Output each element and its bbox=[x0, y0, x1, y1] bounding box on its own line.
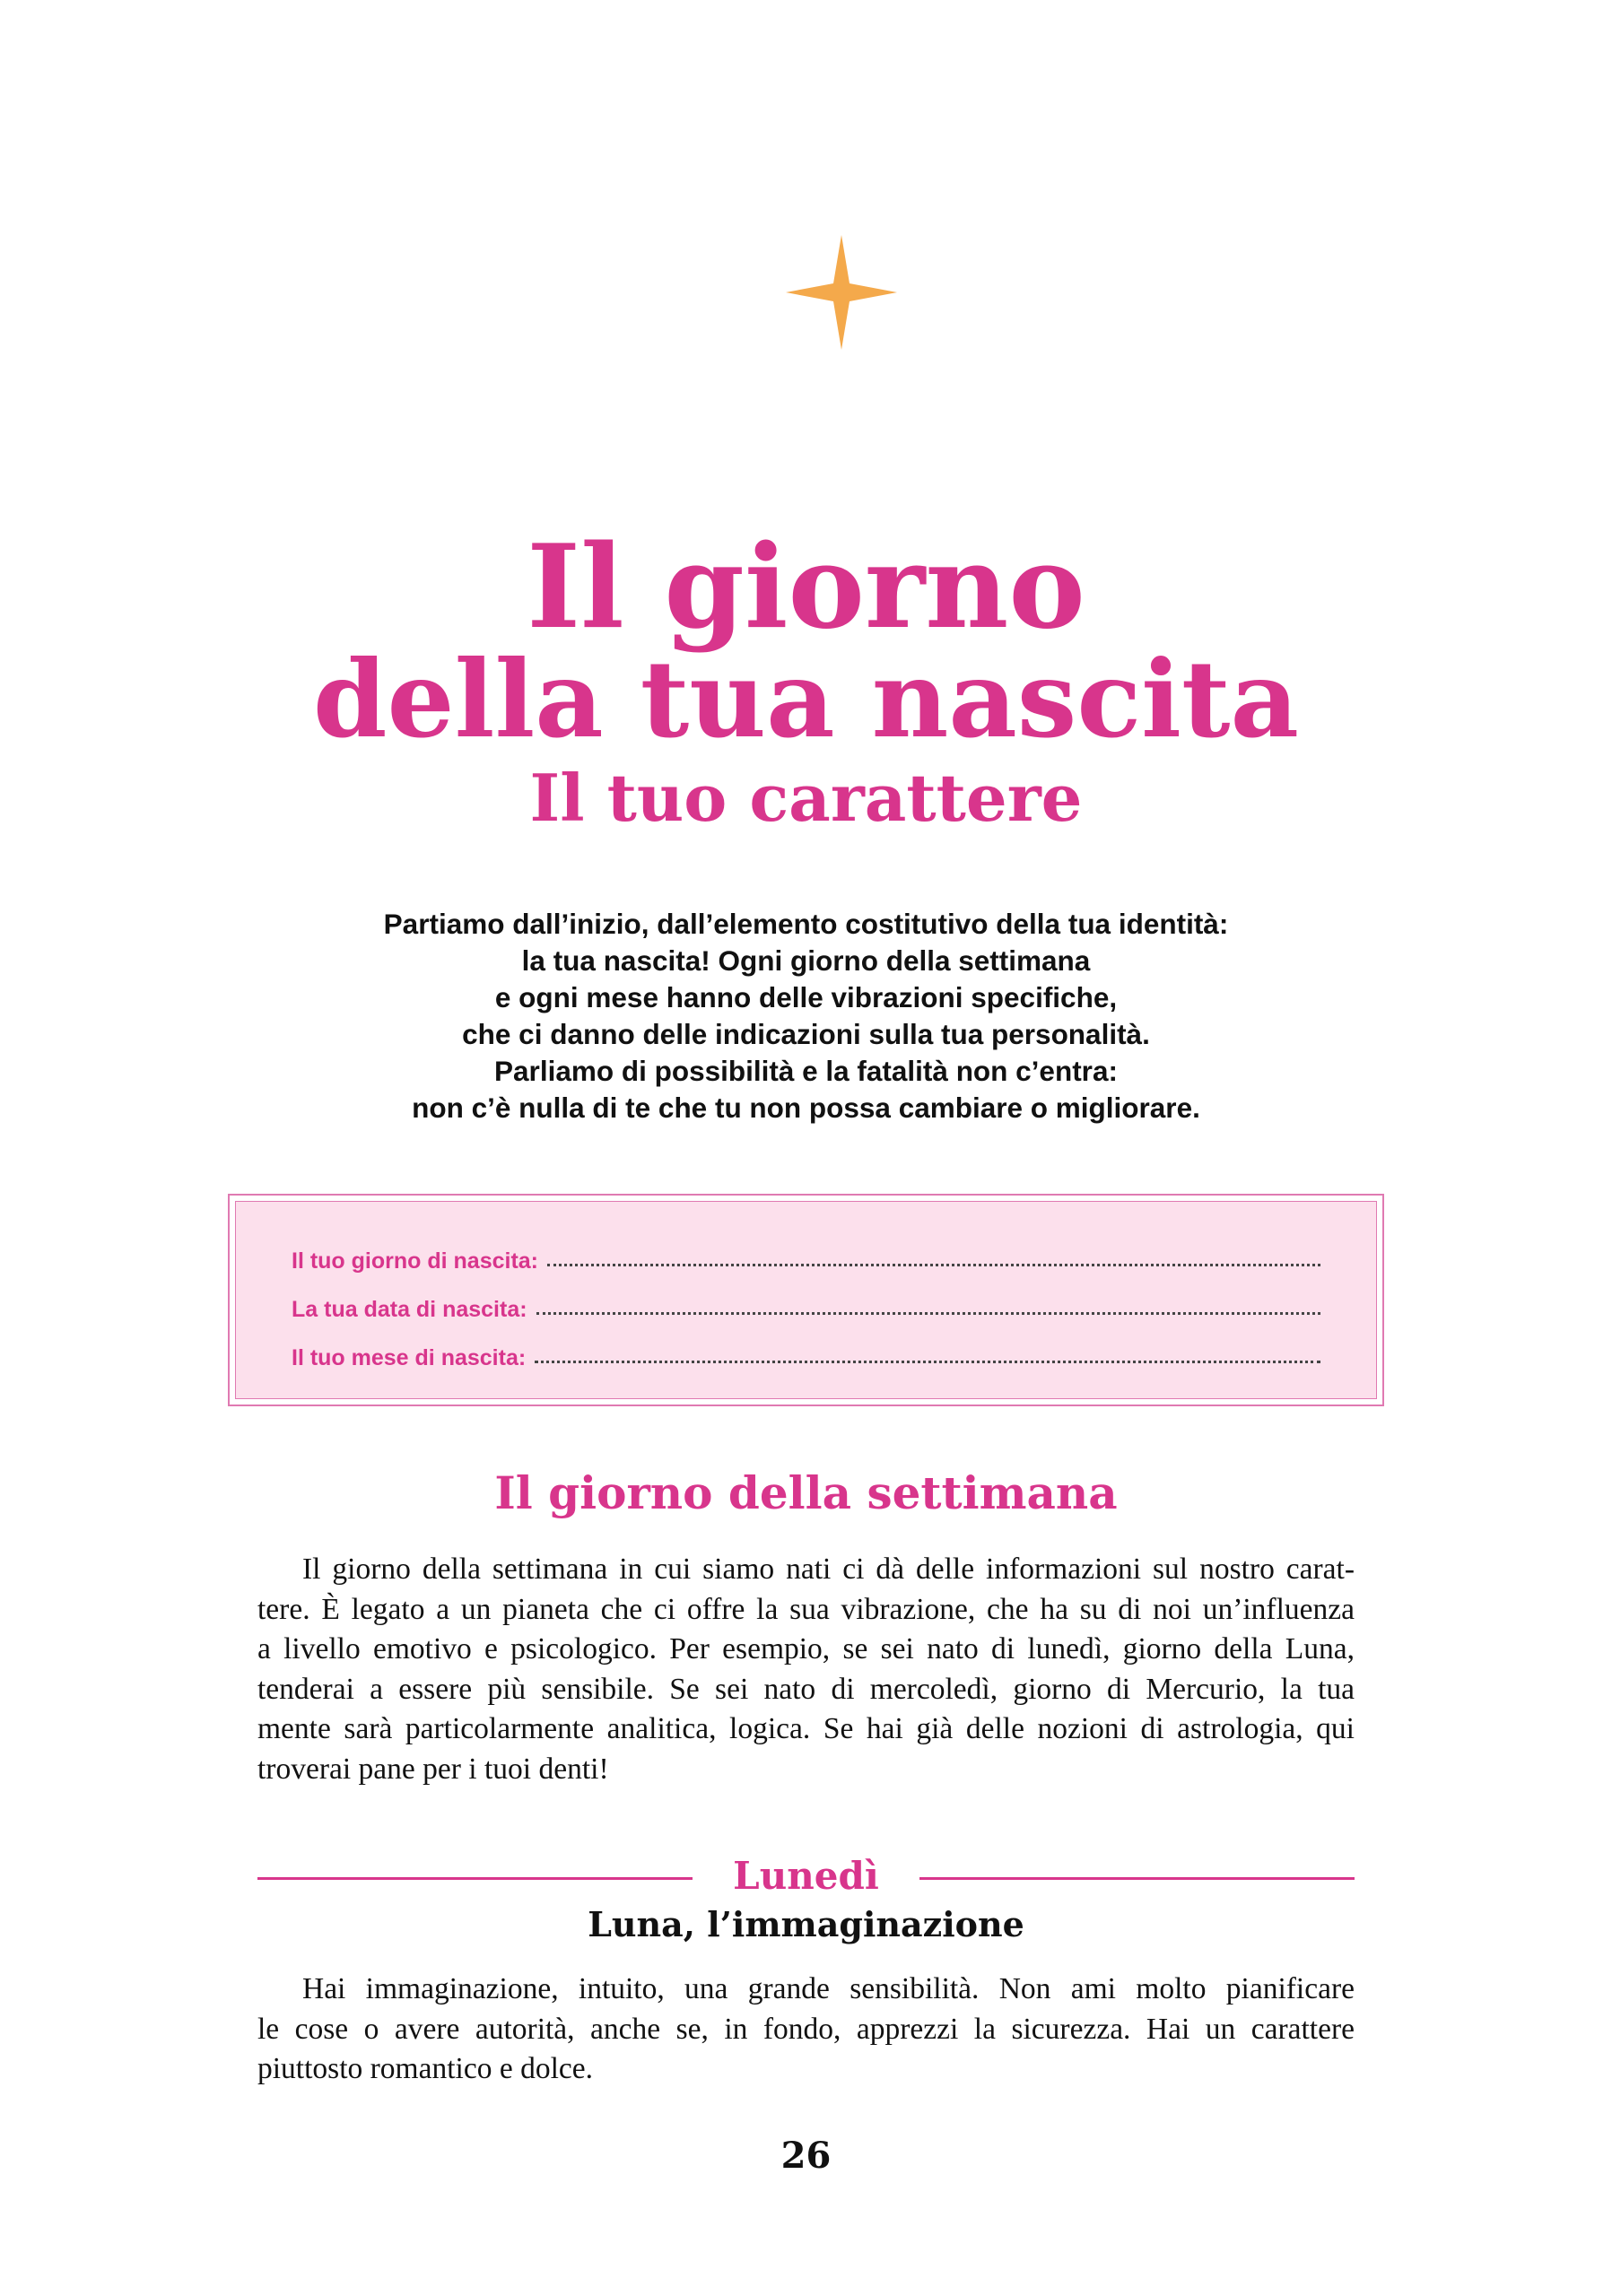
birth-info-box bbox=[228, 1194, 1384, 1406]
intro-line: e ogni mese hanno delle vibrazioni specifiche, bbox=[494, 981, 1118, 1013]
birth-day-label: Il tuo giorno di nascita: bbox=[292, 1248, 538, 1274]
birth-day-field[interactable] bbox=[292, 1248, 1320, 1284]
birth-month-dotted-line[interactable] bbox=[535, 1360, 1320, 1363]
paragraph-line: piuttosto romantico e dolce. bbox=[257, 2052, 593, 2085]
paragraph-line: troverai pane per i tuoi denti! bbox=[257, 1752, 609, 1786]
intro-line: Partiamo dall’inizio, dall’elemento costitutivo della tua identità: bbox=[383, 908, 1229, 940]
paragraph-line: tenderai a essere più sensibile. Se sei nato di mercoledì, giorno di Mercurio, la tua bbox=[257, 1672, 1355, 1706]
day-name-heading: Lunedì bbox=[733, 1854, 879, 1898]
intro-line: non c’è nulla di te che tu non possa cambiare o migliorare. bbox=[412, 1091, 1200, 1124]
crescent-moon-icon bbox=[724, 235, 834, 377]
birth-month-field[interactable] bbox=[292, 1345, 1320, 1381]
intro-paragraph bbox=[269, 906, 1343, 1126]
divider-right bbox=[919, 1877, 1355, 1880]
intro-line: che ci danno delle indicazioni sulla tua personalità. bbox=[462, 1018, 1150, 1050]
paragraph-line: Hai immaginazione, intuito, una grande sensibilità. Non ami molto pianificare bbox=[302, 1972, 1355, 2005]
section-heading: Il giorno della settimana bbox=[494, 1466, 1118, 1519]
birth-day-dotted-line[interactable] bbox=[547, 1263, 1320, 1266]
divider-left bbox=[257, 1877, 693, 1880]
paragraph-line: a livello emotivo e psicologico. Per esempio, se sei nato di lunedì, giorno della Luna, bbox=[257, 1632, 1355, 1665]
birth-date-dotted-line[interactable] bbox=[536, 1311, 1320, 1315]
intro-line: Parliamo di possibilità e la fatalità non c’entra: bbox=[494, 1055, 1118, 1087]
page-title-line-2: della tua nascita bbox=[313, 637, 1299, 761]
day-paragraph bbox=[257, 1970, 1355, 2090]
section-paragraph bbox=[257, 1550, 1355, 1789]
birth-month-label: Il tuo mese di nascita: bbox=[292, 1345, 527, 1370]
star-icon bbox=[786, 235, 897, 350]
page-subtitle: Il tuo carattere bbox=[529, 760, 1083, 836]
paragraph-line: Il giorno della settimana in cui siamo nati ci dà delle informazioni sul nostro carat- bbox=[302, 1552, 1355, 1586]
birth-info-box-inner bbox=[235, 1201, 1377, 1399]
day-subtitle: Luna, l’immaginazione bbox=[588, 1904, 1024, 1944]
birth-date-field[interactable] bbox=[292, 1297, 1320, 1333]
paragraph-line: le cose o avere autorità, anche se, in fondo, apprezzi la sicurezza. Hai un carattere bbox=[257, 2012, 1355, 2046]
page-number: 26 bbox=[780, 2135, 832, 2177]
intro-line: la tua nascita! Ogni giorno della settimana bbox=[521, 944, 1091, 977]
page-title-line-1: Il giorno bbox=[527, 520, 1085, 655]
birth-date-label: La tua data di nascita: bbox=[292, 1297, 527, 1322]
paragraph-line: mente sarà particolarmente analitica, logica. Se hai già delle nozioni di astrologia, qui bbox=[257, 1712, 1355, 1745]
moon-star-emblem bbox=[700, 224, 906, 413]
paragraph-line: tere. È legato a un pianeta che ci offre la sua vibrazione, che ha su di noi un’influenza bbox=[257, 1592, 1355, 1626]
